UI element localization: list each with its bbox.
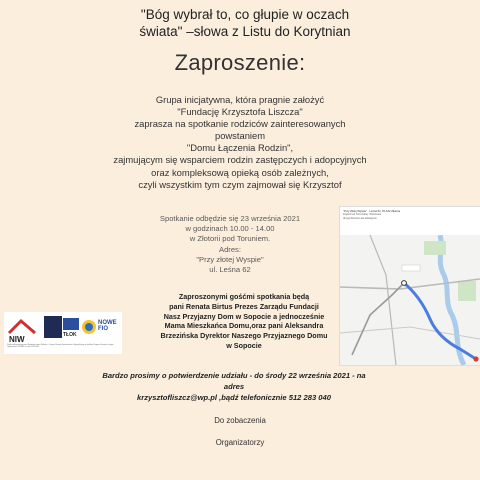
intro-line: "Fundację Krzysztofa Liszcza" xyxy=(177,106,303,118)
fio-logo-text xyxy=(98,320,117,332)
map-image xyxy=(340,235,480,365)
guests-line: w Sopocie xyxy=(226,340,262,350)
closing-text: Do zobaczenia xyxy=(214,416,266,425)
meeting-details xyxy=(130,214,330,275)
quote-line-2: świata" –słowa z Listu do Korytnian xyxy=(139,24,351,39)
rsvp-line: adres xyxy=(223,382,245,391)
rsvp-line: krzysztofliszcz@wp.pl ,bądź telefonicznie 512 283 040 xyxy=(137,393,331,402)
tlok-logo xyxy=(62,316,80,338)
map-header-line: "Przy Złotej Wyspie" · Leśna 62, 87-162 Złotoria xyxy=(343,210,401,213)
intro-line: oraz kompleksową opieką osób zależnych, xyxy=(151,166,329,178)
fio-logo-icon xyxy=(80,316,98,338)
intro-line: powstaniem xyxy=(214,130,266,142)
niw-logo-text: NIW xyxy=(9,335,25,343)
guests-line: pani Renata Birtus Prezes Zarządu Fundacji xyxy=(169,301,319,311)
start-marker xyxy=(402,281,407,286)
sponsor-logos xyxy=(4,312,122,354)
page-title: Zaproszenie: xyxy=(174,50,306,75)
map-screenshot xyxy=(339,206,480,366)
guests-text xyxy=(128,292,360,351)
funding-note: Projekt dofinansowany przez Narodowy Instytut Wolności - Centrum Rozwoju Społeczeństwa Obywatelskiego ze środków Programu Fundusz Inicjatyw Obywatelskich NOWEFIO na lata 2021-2030 xyxy=(7,345,114,348)
intro-line: zajmującym się wsparciem rodzin zastępczych i adopcyjnych xyxy=(113,154,367,166)
destination-pin-icon xyxy=(473,356,478,361)
fio-logo-line: FIO xyxy=(98,326,108,332)
details-line: w godzinach 10.00 - 14.00 xyxy=(185,224,275,234)
rsvp-text xyxy=(64,370,404,403)
cc-logo xyxy=(44,316,62,338)
intro-line: "Domu Łączenia Rodzin", xyxy=(186,142,294,154)
details-line: Spotkanie odbędzie się 23 września 2021 xyxy=(159,214,301,223)
map-header-line: droga dłuższa ale łatwiejsza xyxy=(343,216,377,220)
guests-line: Nasz Przyjazny Dom w Sopocie a jednocześnie xyxy=(163,311,325,321)
quote-line-1: "Bóg wybrał to, co głupie w oczach xyxy=(140,7,350,22)
intro-line: zaprasza na spotkanie rodziców zainteresowanych xyxy=(134,118,346,130)
signature-text: Organizatorzy xyxy=(215,438,265,447)
details-line: w Złotorii pod Toruniem. xyxy=(189,234,271,244)
tlok-logo-text: TŁOK xyxy=(63,332,77,338)
details-line: "Przy złotej Wyspie" xyxy=(196,254,264,264)
quote xyxy=(110,6,380,40)
guests-line: Brzezińska Dyrektor Naszego Przyjaznego Domu xyxy=(160,331,328,341)
green-area xyxy=(458,281,476,301)
intro-line: czyli wszystkim tym czym zajmował się Krzysztof xyxy=(138,178,342,190)
map-header xyxy=(343,210,477,220)
details-line: Adres: xyxy=(219,244,241,254)
details-line: ul. Leśna 62 xyxy=(209,265,251,275)
map-header-line: Dojazd od Toruńskiej: Wiśniowa xyxy=(343,213,381,217)
guests-line: Zaproszonymi gośćmi spotkania będą xyxy=(178,292,310,301)
green-area xyxy=(424,241,446,255)
guests-line: Mama Mieszkańca Domu,oraz pani Aleksandra xyxy=(164,321,324,331)
niw-logo xyxy=(7,315,37,343)
intro-line: Grupa inicjatywna, która pragnie założyć xyxy=(155,94,325,105)
rsvp-line: Bardzo prosimy o potwierdzenie udziału - do środy 22 września 2021 - na xyxy=(102,371,366,380)
route-info-box xyxy=(402,265,420,271)
intro-text xyxy=(60,94,420,191)
fio-logo-line: NOWE xyxy=(98,320,117,326)
